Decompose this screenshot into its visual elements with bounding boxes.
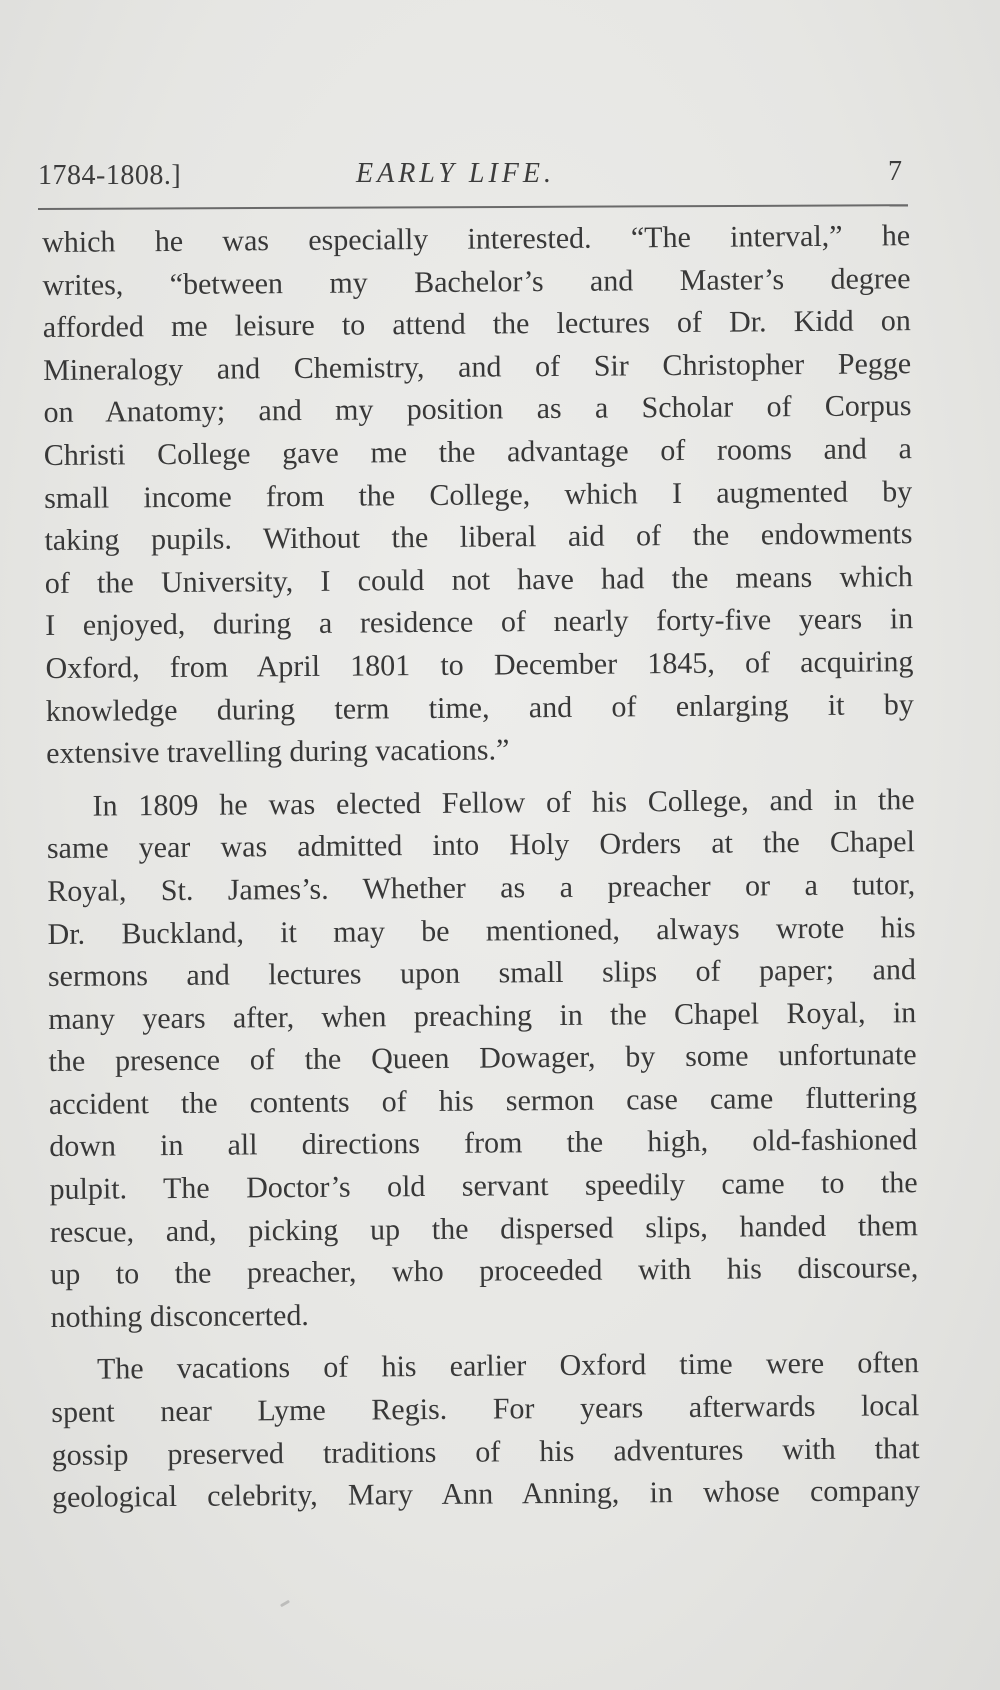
text-line: same year was admitted into Holy Orders at the Chapel [46,825,916,866]
text-line: In 1809 he was elected Fellow of his College, and in the [92,782,915,823]
text-line: extensive travelling during vacations.” [46,733,510,771]
text-line: Christi College gave me the advantage of rooms and a [43,432,912,472]
text-line: gossip preserved traditions of his adventures with that [51,1431,920,1472]
text-line: geological celebrity, Mary Ann Anning, in whose company [51,1474,921,1515]
header-running-title: EARLY LIFE. [356,158,555,189]
text-line: I enjoyed, during a residence of nearly forty-five years in [45,602,914,643]
paragraph [46,779,918,1340]
text-line: nothing disconcerted. [50,1298,310,1334]
text-line: on Anatomy; and my position as a Scholar of Corpus [43,389,912,430]
text-line: down in all directions from the high, old-fashioned [49,1123,918,1164]
text-line: of the University, I could not have had the means which [44,559,913,600]
header-date-range: 1784-1808.] [38,160,182,191]
text-line: afforded me leisure to attend the lectures of Dr. Kidd on [42,304,911,345]
text-line: Dr. Buckland, it may be mentioned, always wrote his [47,910,916,951]
text-line: pulpit. The Doctor’s old servant speedily came to the [49,1166,918,1207]
text-line: many years after, when preaching in the Chapel Royal, in [48,995,917,1036]
paper-speck [280,1600,290,1608]
text-line: spent near Lyme Regis. For years afterwards local [51,1389,920,1429]
text-line: Oxford, from April 1801 to December 1845, of acquiring [45,645,914,685]
text-line: The vacations of his earlier Oxford time were often [96,1346,920,1387]
text-line: Royal, St. James’s. Whether as a preacher or a tutor, [47,868,916,908]
text-line: Mineralogy and Chemistry, and of Sir Christopher Pegge [43,346,912,387]
page-number: 7 [888,156,902,187]
header-rule [38,204,908,210]
text-line: sermons and lectures upon small slips of paper; and [47,953,917,994]
text-line: accident the contents of his sermon case came fluttering [48,1081,918,1121]
running-header [38,152,908,196]
paragraph [42,215,914,776]
body-text [42,215,920,1530]
text-line: knowledge during term time, and of enlarging it by [45,687,914,728]
text-line: rescue, and, picking up the dispersed slips, handed them [49,1208,919,1249]
text-line: small income from the College, which I augmented by [44,474,913,515]
text-line: up to the preacher, who proceeded with his discourse, [50,1251,919,1292]
text-line: the presence of the Queen Dowager, by some unfortunate [48,1038,917,1079]
text-line: taking pupils. Without the liberal aid of the endowments [44,517,913,558]
text-line: writes, “between my Bachelor’s and Master’s degree [42,261,911,302]
paragraph [51,1343,920,1520]
text-line: which he was especially interested. “The interval,” he [42,219,911,259]
